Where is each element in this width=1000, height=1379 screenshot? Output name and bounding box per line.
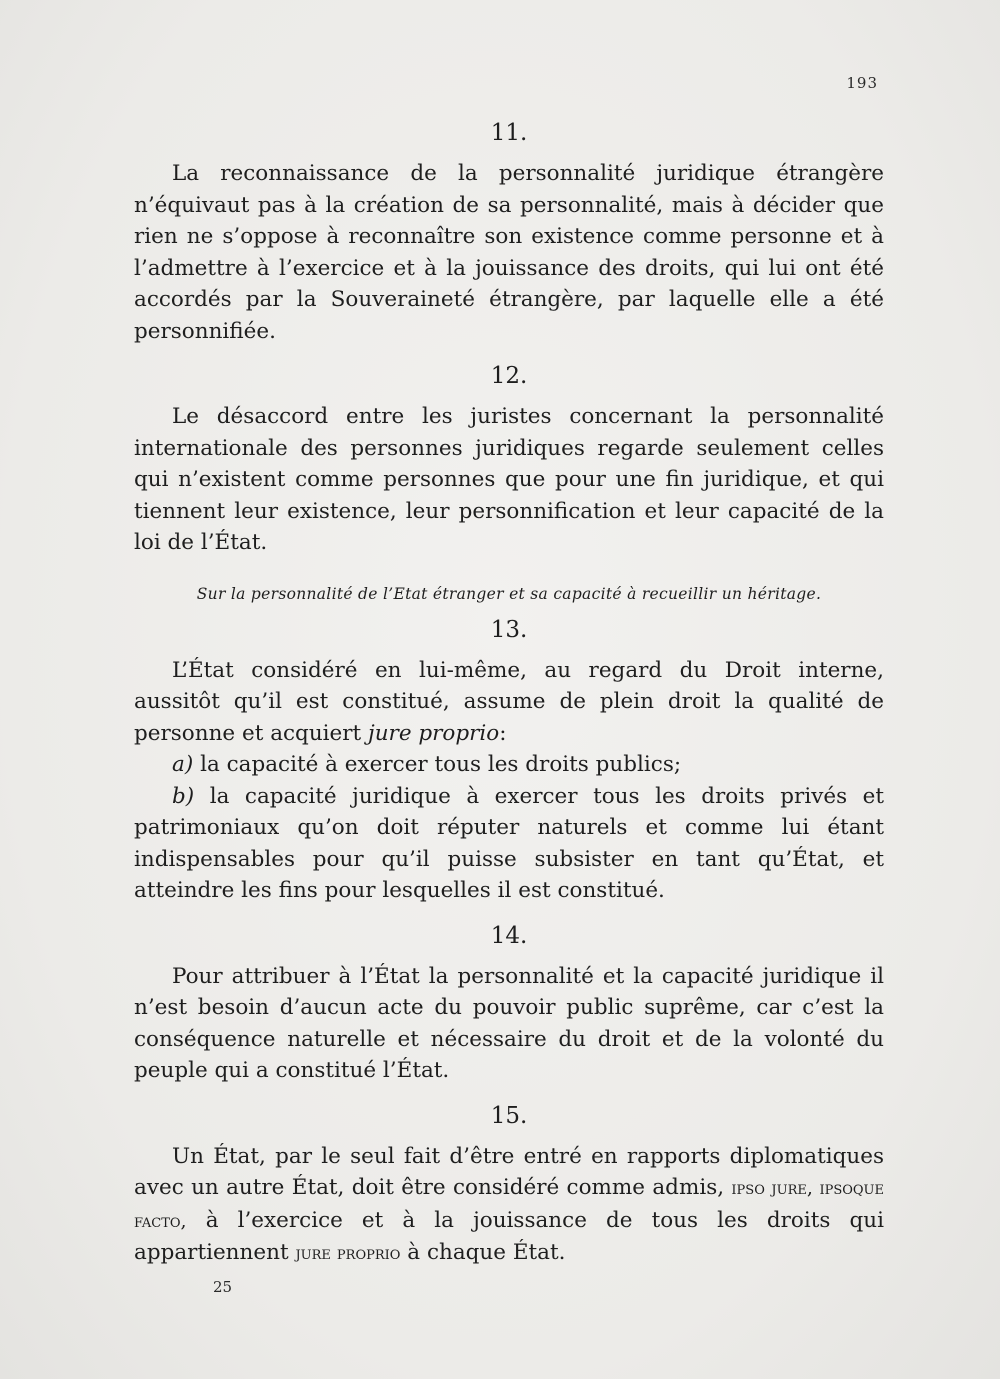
section-caption: Sur la personnalité de l’Etat étranger et sa capacité à recueillir un héritage. [196,584,822,603]
section-15-text [134,1141,884,1270]
page-number: 193 [846,74,878,92]
section-number-15: 15. [490,1102,528,1129]
section-13-item-a [134,749,884,781]
section-13-item-b [134,781,884,907]
section-15-start: Un État, par le seul fait d’être entré en rapports diplomatiques avec un autre État, doit être considéré comme admis, [134,1143,884,1200]
section-15-mid: à l’exercice et à la jouissance de tous les droits qui appartiennent [134,1207,884,1265]
jure-proprio-smallcaps: jure proprio [295,1242,401,1264]
section-13-intro-text: L’État considéré en lui-même, au regard du Droit interne, aussitôt qu’il est constitué, assume de plein droit la qualité de personne et acquiert [134,657,884,746]
item-a-label: a) [172,752,194,777]
item-a-text: la capacité à exercer tous les droits publics; [200,752,682,777]
page-body [134,120,884,1270]
section-number-14: 14. [490,922,528,949]
section-number-13: 13. [490,616,528,643]
section-14-text: Pour attribuer à l’État la personnalité et la capacité juridique il n’est besoin d’aucun acte du pouvoir public suprême, car c’est la conséquence naturelle et nécessaire du droit et de la volonté du peuple qui a constitué l’État. [134,963,884,1083]
section-12-text: Le désaccord entre les juristes concernant la personnalité internationale des personnes juridiques regarde seulement celles qui n’existent comme personnes que pour une fin juridique, et qui tiennent leur existence, leur personnification et leur capacité de la loi de l’État. [134,404,884,555]
section-15-end: à chaque État. [407,1240,566,1265]
section-13-intro [134,655,884,750]
section-11-text: La reconnaissance de la personnalité juridique étrangère n’équivaut pas à la création de sa personnalité, mais à décider que rien ne s’oppose à reconnaître son existence comme personne et à l’admettre à l’exercice et à la jouissance des droits, qui lui ont été accordés par la Souveraineté étrangère, par laquelle elle a été personnifiée. [134,161,884,344]
section-number-11: 11. [490,120,528,146]
jure-proprio-italic: jure proprio [368,720,500,746]
signature-mark: 25 [213,1278,233,1296]
item-b-text: la capacité juridique à exercer tous les droits privés et patrimoniaux qu’on doit réputer naturels et comme lui étant indispensables pour qu’il puisse subsister en tant qu’État, et atteindre les fins pour lesquelles il est constitué. [134,783,884,903]
section-13-intro-colon: : [499,720,507,746]
item-b-label: b) [172,783,195,809]
ipso-jure-smallcaps: ipso jure, ipsoque facto, [134,1177,884,1232]
section-number-12: 12. [490,363,528,389]
